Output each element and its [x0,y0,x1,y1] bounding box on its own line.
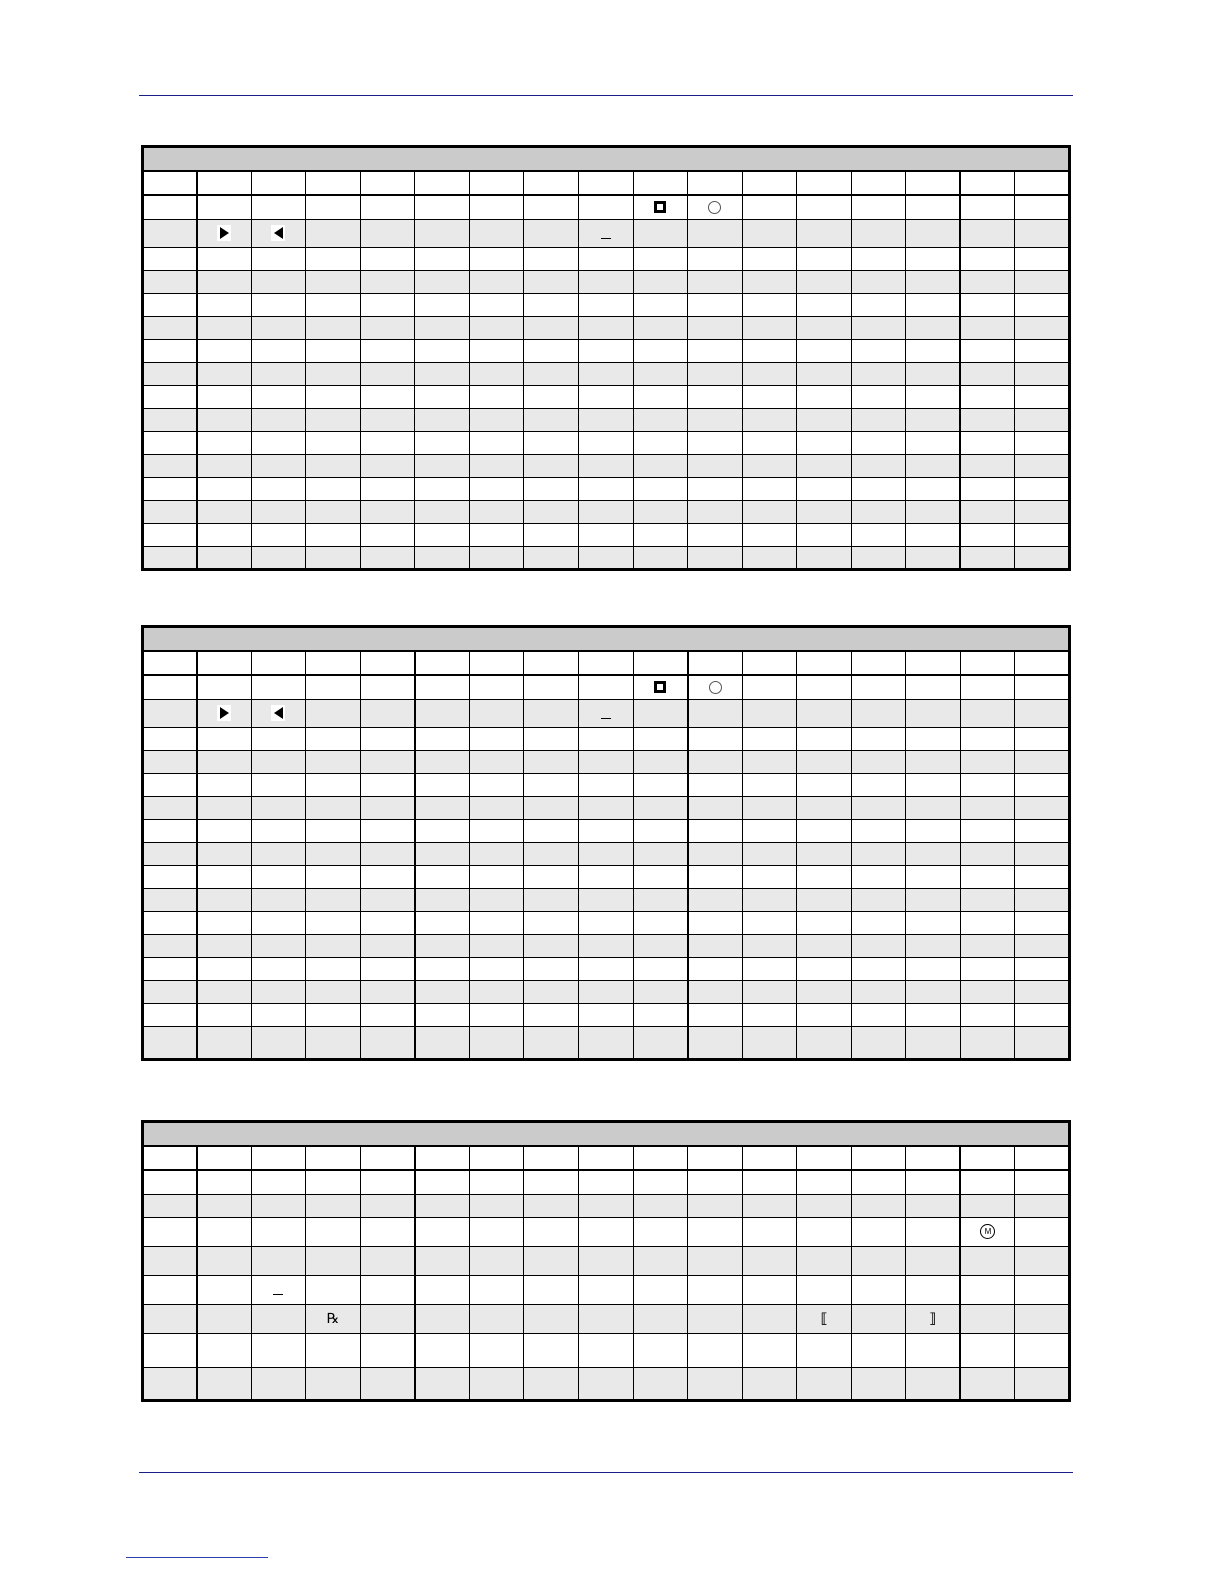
right-bracket-icon: ⟧ [928,1310,938,1327]
chart-table-3 [141,1120,1071,1402]
footer-link-underline[interactable] [126,1557,268,1558]
table-title [143,1122,1070,1147]
circle-outline-icon [709,681,722,694]
table-title [143,147,1070,172]
stop-square-icon [654,681,666,693]
play-left-icon [271,705,285,721]
footer-rule [139,1472,1073,1473]
chart-table-2 [141,625,1071,1061]
underscore-bar-icon [601,238,611,239]
underscore-bar-icon [601,718,611,719]
underscore-bar-icon [273,1294,283,1295]
circled-m-icon: M [980,1224,995,1239]
play-left-icon [271,225,285,241]
prescription-rx-icon: ℞ [326,1310,340,1327]
table-title [143,627,1070,652]
header-rule [139,95,1073,96]
play-right-icon [217,705,231,721]
circle-outline-icon [708,201,721,214]
play-right-icon [217,225,231,241]
left-bracket-icon: ⟦ [819,1310,829,1327]
chart-table-1 [141,145,1071,571]
stop-square-icon [654,201,666,213]
